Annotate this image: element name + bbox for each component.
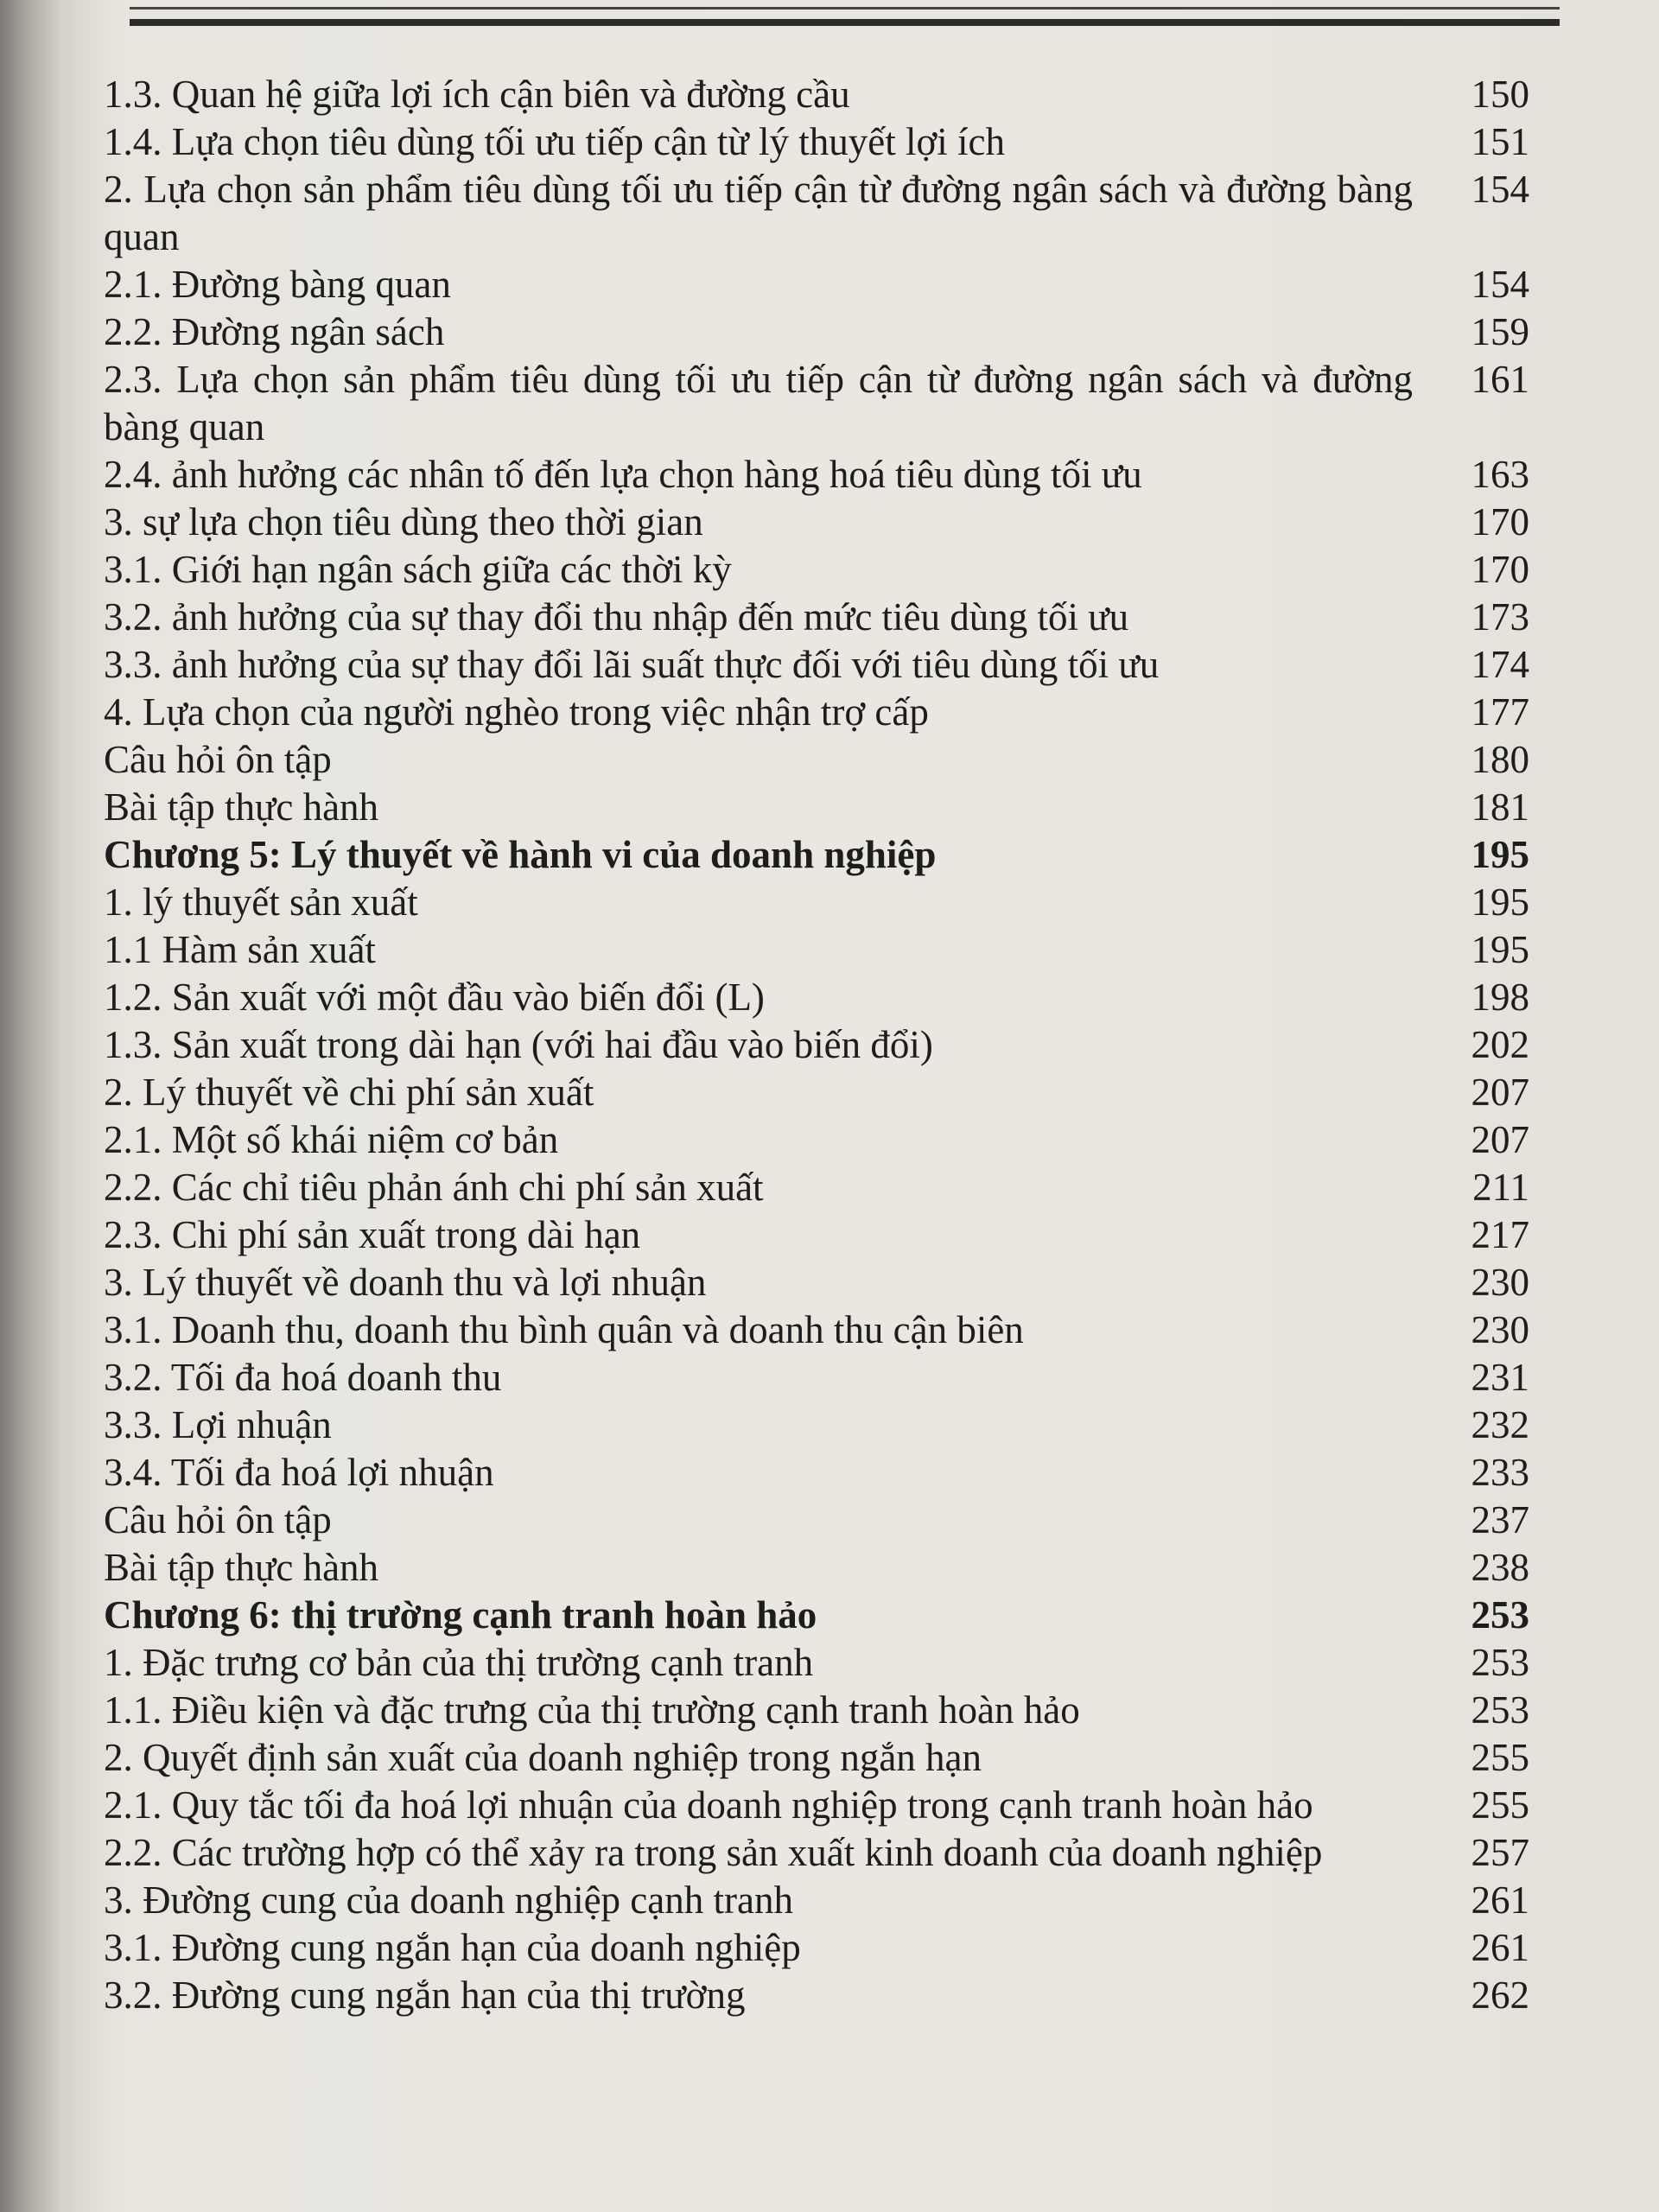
toc-entry bbox=[104, 261, 1529, 308]
toc-entry bbox=[104, 736, 1529, 784]
toc-entry-title: 2. Lý thuyết về chi phí sản xuất bbox=[104, 1071, 594, 1114]
toc-entry bbox=[104, 1972, 1529, 2019]
toc-entry bbox=[104, 1021, 1529, 1069]
toc-entry-title: 1.1. Điều kiện và đặc trưng của thị trường cạnh tranh hoàn hảo bbox=[104, 1688, 1080, 1732]
toc-entry-title: Chương 6: thị trường cạnh tranh hoàn hảo bbox=[104, 1593, 817, 1637]
toc-entry bbox=[104, 1639, 1529, 1687]
toc-entry-title: 2.3. Lựa chọn sản phẩm tiêu dùng tối ưu tiếp cận từ đường ngân sách và đường bàng quan bbox=[104, 358, 1413, 448]
toc-entry-title: 1.3. Sản xuất trong dài hạn (với hai đầu vào biến đổi) bbox=[104, 1023, 933, 1066]
toc-entry-title: 3.2. ảnh hưởng của sự thay đổi thu nhập đến mức tiêu dùng tối ưu bbox=[104, 595, 1129, 639]
toc-entry bbox=[104, 1449, 1529, 1497]
toc-entry-title: 1. lý thuyết sản xuất bbox=[104, 880, 418, 924]
toc-entry bbox=[104, 356, 1529, 451]
toc-entry-page: 163 bbox=[1471, 453, 1529, 496]
toc-entry-page: 233 bbox=[1471, 1451, 1529, 1494]
toc-entry-page: 211 bbox=[1472, 1166, 1529, 1209]
toc-entry-title: 1.3. Quan hệ giữa lợi ích cận biên và đường cầu bbox=[104, 73, 850, 116]
toc-entry bbox=[104, 118, 1529, 166]
toc-entry bbox=[104, 974, 1529, 1021]
toc-entry-page: 170 bbox=[1471, 500, 1529, 543]
toc-entry bbox=[104, 1259, 1529, 1306]
toc-entry-title: 2.1. Quy tắc tối đa hoá lợi nhuận của doanh nghiệp trong cạnh tranh hoàn hảo bbox=[104, 1783, 1313, 1827]
toc-entry bbox=[104, 1211, 1529, 1259]
toc-entry-title: 3.2. Tối đa hoá doanh thu bbox=[104, 1356, 502, 1399]
toc-entry-title: 2.4. ảnh hưởng các nhân tố đến lựa chọn hàng hoá tiêu dùng tối ưu bbox=[104, 453, 1142, 496]
toc-entry-page: 232 bbox=[1471, 1403, 1529, 1446]
table-of-contents bbox=[104, 71, 1529, 2019]
toc-entry bbox=[104, 308, 1529, 356]
toc-entry-page: 207 bbox=[1471, 1071, 1529, 1114]
toc-entry bbox=[104, 451, 1529, 499]
toc-entry-page: 207 bbox=[1471, 1118, 1529, 1161]
toc-entry-page: 253 bbox=[1471, 1688, 1529, 1732]
toc-entry bbox=[104, 1734, 1529, 1782]
toc-entry-title: 3. Lý thuyết về doanh thu và lợi nhuận bbox=[104, 1261, 707, 1304]
toc-entry bbox=[104, 1164, 1529, 1211]
toc-entry-title: Bài tập thực hành bbox=[104, 1546, 379, 1589]
toc-entry bbox=[104, 499, 1529, 546]
toc-entry-page: 253 bbox=[1471, 1593, 1529, 1637]
toc-entry-page: 159 bbox=[1471, 310, 1529, 353]
toc-entry-page: 151 bbox=[1471, 120, 1529, 163]
toc-entry-page: 255 bbox=[1471, 1736, 1529, 1779]
toc-entry-title: 1.1 Hàm sản xuất bbox=[104, 928, 376, 971]
toc-entry-page: 255 bbox=[1471, 1783, 1529, 1827]
toc-chapter-entry bbox=[104, 1592, 1529, 1639]
toc-entry-title: Câu hỏi ôn tập bbox=[104, 738, 332, 781]
toc-entry bbox=[104, 1497, 1529, 1544]
toc-entry bbox=[104, 1402, 1529, 1449]
toc-entry-title: 3.4. Tối đa hoá lợi nhuận bbox=[104, 1451, 494, 1494]
toc-entry-page: 261 bbox=[1471, 1878, 1529, 1922]
toc-entry-title: 3.2. Đường cung ngắn hạn của thị trường bbox=[104, 1974, 746, 2017]
toc-entry-page: 154 bbox=[1471, 263, 1529, 306]
toc-entry-title: 2.2. Đường ngân sách bbox=[104, 310, 445, 353]
toc-entry bbox=[104, 641, 1529, 689]
toc-entry-page: 195 bbox=[1471, 928, 1529, 971]
toc-entry bbox=[104, 594, 1529, 641]
toc-entry bbox=[104, 926, 1529, 974]
toc-entry bbox=[104, 1924, 1529, 1972]
toc-entry-page: 154 bbox=[1471, 168, 1529, 211]
toc-entry-title: 3.3. ảnh hưởng của sự thay đổi lãi suất thực đối với tiêu dùng tối ưu bbox=[104, 643, 1160, 686]
toc-entry-page: 181 bbox=[1471, 785, 1529, 829]
toc-entry-page: 262 bbox=[1471, 1974, 1529, 2017]
toc-entry-page: 173 bbox=[1471, 595, 1529, 639]
toc-entry-page: 161 bbox=[1471, 358, 1529, 401]
toc-chapter-entry bbox=[104, 831, 1529, 879]
toc-entry-title: 3. sự lựa chọn tiêu dùng theo thời gian bbox=[104, 500, 703, 543]
toc-entry bbox=[104, 166, 1529, 261]
toc-entry-page: 202 bbox=[1471, 1023, 1529, 1066]
toc-entry-page: 180 bbox=[1471, 738, 1529, 781]
toc-entry bbox=[104, 784, 1529, 831]
toc-entry-title: 1.2. Sản xuất với một đầu vào biến đổi (L) bbox=[104, 976, 765, 1019]
toc-entry-title: 2.2. Các chỉ tiêu phản ánh chi phí sản xuất bbox=[104, 1166, 764, 1209]
toc-entry-page: 230 bbox=[1471, 1308, 1529, 1351]
toc-entry-page: 257 bbox=[1471, 1831, 1529, 1874]
toc-entry-page: 231 bbox=[1471, 1356, 1529, 1399]
toc-entry-title: Chương 5: Lý thuyết về hành vi của doanh nghiệp bbox=[104, 833, 937, 876]
toc-entry-page: 195 bbox=[1471, 880, 1529, 924]
toc-entry-title: 2.3. Chi phí sản xuất trong dài hạn bbox=[104, 1213, 641, 1256]
toc-entry bbox=[104, 1829, 1529, 1877]
toc-entry bbox=[104, 546, 1529, 594]
toc-entry-page: 195 bbox=[1471, 833, 1529, 876]
toc-entry-page: 253 bbox=[1471, 1641, 1529, 1684]
header-rule-thin bbox=[130, 7, 1560, 10]
toc-entry bbox=[104, 1354, 1529, 1402]
toc-entry-page: 237 bbox=[1471, 1498, 1529, 1541]
toc-entry-title: 4. Lựa chọn của người nghèo trong việc nhận trợ cấp bbox=[104, 690, 929, 734]
toc-entry-title: 3.1. Giới hạn ngân sách giữa các thời kỳ bbox=[104, 548, 732, 591]
toc-entry bbox=[104, 1687, 1529, 1734]
toc-entry bbox=[104, 689, 1529, 736]
toc-entry-title: 2. Lựa chọn sản phẩm tiêu dùng tối ưu tiếp cận từ đường ngân sách và đường bàng quan bbox=[104, 168, 1413, 258]
toc-entry-page: 238 bbox=[1471, 1546, 1529, 1589]
toc-entry-title: 3. Đường cung của doanh nghiệp cạnh tranh bbox=[104, 1878, 793, 1922]
toc-entry-page: 177 bbox=[1471, 690, 1529, 734]
toc-entry-title: 3.1. Đường cung ngắn hạn của doanh nghiệp bbox=[104, 1926, 801, 1969]
toc-entry-page: 217 bbox=[1471, 1213, 1529, 1256]
toc-entry bbox=[104, 1782, 1529, 1829]
toc-entry-page: 198 bbox=[1471, 976, 1529, 1019]
toc-entry bbox=[104, 1306, 1529, 1354]
toc-entry bbox=[104, 1116, 1529, 1164]
toc-entry-page: 261 bbox=[1471, 1926, 1529, 1969]
toc-entry-page: 170 bbox=[1471, 548, 1529, 591]
toc-entry bbox=[104, 1069, 1529, 1116]
toc-entry-title: 2.1. Đường bàng quan bbox=[104, 263, 451, 306]
toc-entry-title: 1. Đặc trưng cơ bản của thị trường cạnh tranh bbox=[104, 1641, 814, 1684]
toc-entry-title: 1.4. Lựa chọn tiêu dùng tối ưu tiếp cận từ lý thuyết lợi ích bbox=[104, 120, 1006, 163]
toc-entry-page: 174 bbox=[1471, 643, 1529, 686]
toc-entry bbox=[104, 879, 1529, 926]
toc-entry-title: 2. Quyết định sản xuất của doanh nghiệp trong ngắn hạn bbox=[104, 1736, 982, 1779]
toc-entry bbox=[104, 1544, 1529, 1592]
toc-entry-title: 3.3. Lợi nhuận bbox=[104, 1403, 332, 1446]
toc-entry-title: Bài tập thực hành bbox=[104, 785, 379, 829]
toc-entry bbox=[104, 71, 1529, 118]
header-rule bbox=[130, 19, 1560, 26]
toc-entry-title: Câu hỏi ôn tập bbox=[104, 1498, 332, 1541]
toc-entry bbox=[104, 1877, 1529, 1924]
toc-entry-title: 2.1. Một số khái niệm cơ bản bbox=[104, 1118, 559, 1161]
toc-entry-page: 150 bbox=[1471, 73, 1529, 116]
toc-entry-title: 2.2. Các trường hợp có thể xảy ra trong sản xuất kinh doanh của doanh nghiệp bbox=[104, 1831, 1323, 1874]
toc-entry-page: 230 bbox=[1471, 1261, 1529, 1304]
toc-entry-title: 3.1. Doanh thu, doanh thu bình quân và doanh thu cận biên bbox=[104, 1308, 1024, 1351]
